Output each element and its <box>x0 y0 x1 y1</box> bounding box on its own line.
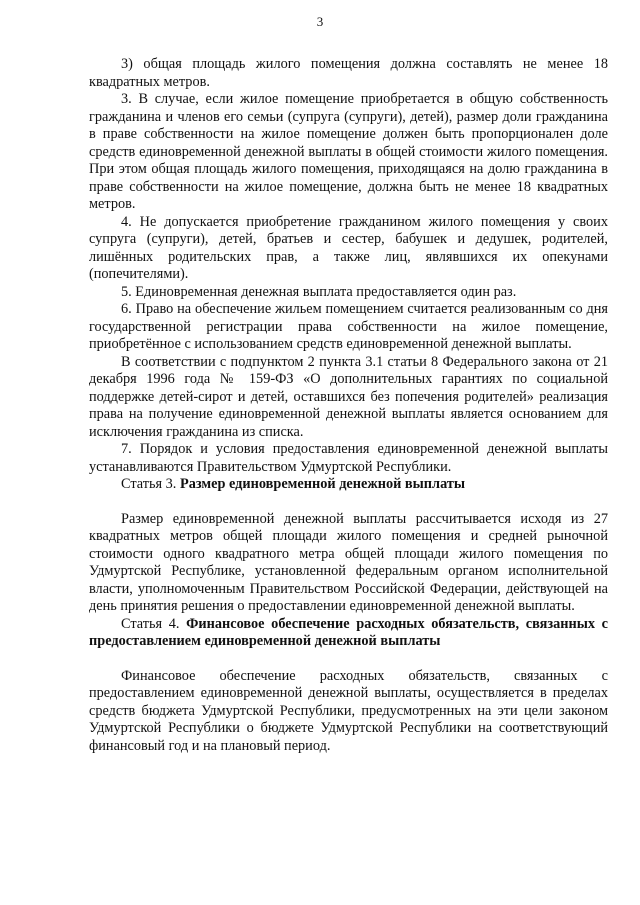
paragraph-point-3: 3. В случае, если жилое помещение приобретается в общую собственность гражданина и членов его семьи (супруга (супруги), детей), размер доли гражданина в праве собственности на жилое помещение должен быть пропорционален доле средств единовременной денежной выплаты в общей стоимости жилого помещения. При этом общая площадь жилого помещения, приходящаяся на долю гражданина в праве собственности на жилое помещение, должна быть не менее 18 квадратных метров. <box>89 91 608 212</box>
article-3-heading <box>89 476 608 494</box>
article-4-heading <box>89 616 608 651</box>
article-4-title: Финансовое обеспечение расходных обязательств, связанных с предоставлением единовременной денежной выплаты <box>89 615 609 649</box>
paragraph-point-4: 4. Не допускается приобретение гражданином жилого помещения у своих супруга (супруги), детей, братьев и сестер, бабушек и дедушек, родителей, лишённых родительских прав, а также лиц, являвшихся их опекунами (попечителями). <box>89 213 608 282</box>
paragraph-item-3-area: 3) общая площадь жилого помещения должна составлять не менее 18 квадратных метров. <box>89 56 608 90</box>
article-4-body: Финансовое обеспечение расходных обязательств, связанных с предоставлением единовременной денежной выплаты, осуществляется в пределах средств бюджета Удмуртской Республики, предусмотренных на эти цели законом Удмуртской Республики о бюджете Удмуртской Республики на соответствующий финансовый год и на плановый период. <box>89 667 608 754</box>
paragraph-federal-law-reference: В соответствии с подпунктом 2 пункта 3.1 статьи 8 Федерального закона от 21 декабря 1996 года № 159-ФЗ «О дополнительных гарантиях по социальной поддержке детей-сирот и детей, оставшихся без попечения родителей» реализация права на получение единовременной денежной выплаты является основанием для исключения гражданина из списка. <box>89 353 608 440</box>
article-4-prefix: Статья 4. <box>121 615 180 632</box>
document-body <box>89 56 608 755</box>
paragraph-point-7: 7. Порядок и условия предоставления единовременной денежной выплаты устанавливаются Правительством Удмуртской Республики. <box>89 441 608 475</box>
article-3-prefix: Статья 3. <box>121 476 177 492</box>
page-number: 3 <box>316 14 324 29</box>
paragraph-point-6: 6. Право на обеспечение жильем помещением считается реализованным со дня государственной регистрации права собственности на жилое помещение, приобретённое с использованием средств единовременной денежной выплаты. <box>89 301 608 352</box>
article-3-body: Размер единовременной денежной выплаты рассчитывается исходя из 27 квадратных метров общей площади жилого помещения и средней рыночной стоимости одного квадратного метра общей площади жилого помещения по Удмуртской Республике, установленной федеральным органом исполнительной власти, уполномоченным Правительством Российской Федерации, действующей на день принятия решения о предоставлении единовременной денежной выплаты. <box>89 510 608 614</box>
article-3-title: Размер единовременной денежной выплаты <box>179 476 466 492</box>
paragraph-point-5: 5. Единовременная денежная выплата предоставляется один раз. <box>121 283 517 300</box>
